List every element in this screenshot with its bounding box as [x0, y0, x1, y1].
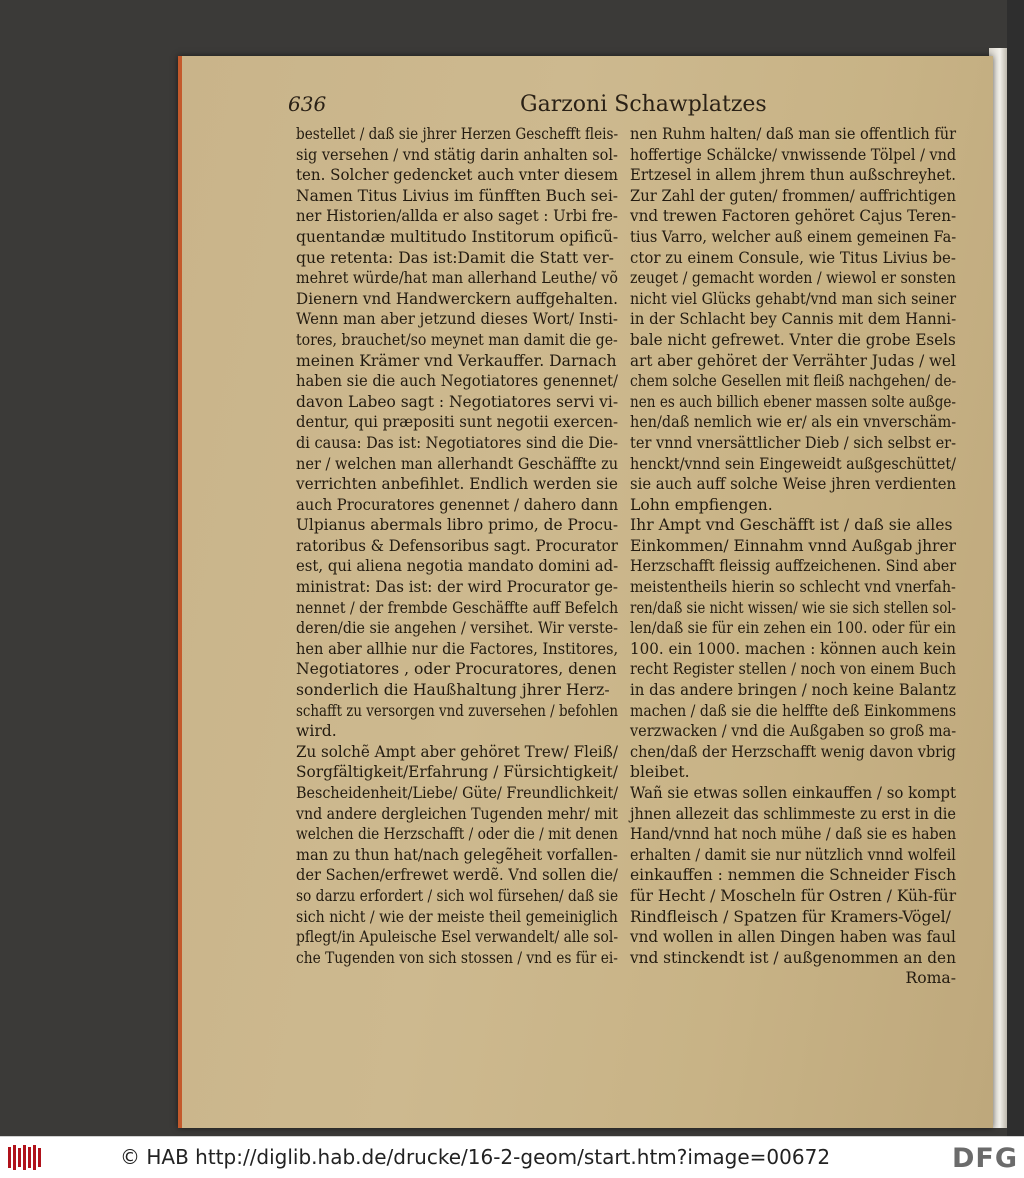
- text-line: Namen Titus Livius im fünfften Buch sei-: [296, 186, 619, 205]
- text-line: verrichten anbefihlet. Endlich werden sie: [296, 475, 618, 494]
- text-line: meinen Krämer vnd Verkauffer. Darnach: [296, 351, 617, 370]
- text-line: que retenta: Das ist:Damit die Statt ver-: [296, 248, 614, 267]
- text-line: tius Varro, welcher auß einem gemeinen Fa-: [630, 227, 957, 246]
- text-line: nen Ruhm halten/ daß man sie offentlich für: [630, 125, 957, 143]
- text-line: sie auch auff solche Weise jhren verdienten: [630, 475, 957, 494]
- running-title: Garzoni Schawplatzes: [520, 92, 767, 117]
- page-red-edge: [178, 56, 182, 1128]
- text-line: nen es auch billich ebener massen solte außge-: [630, 392, 956, 411]
- text-line: bale nicht gefrewet. Vnter die grobe Esels: [630, 330, 956, 349]
- text-line: ratoribus & Defensoribus sagt. Procurator: [296, 536, 618, 555]
- text-line: in der Schlacht bey Cannis mit dem Hanni-: [630, 310, 957, 329]
- text-line: tores, brauchet/so meynet man damit die ge-: [296, 330, 618, 349]
- text-line: Lohn empfiengen.: [630, 495, 773, 514]
- text-line: vnd andere dergleichen Tugenden mehr/ mit: [296, 804, 618, 823]
- text-line: schafft zu versorgen vnd zuversehen / befohlen: [296, 701, 619, 720]
- text-line: art aber gehöret der Verrähter Judas / wel: [630, 351, 956, 370]
- viewer-margin: [1007, 0, 1024, 1136]
- text-line: pflegt/in Apuleische Esel verwandelt/ alle sol-: [296, 928, 619, 947]
- text-line: recht Register stellen / noch von einem Buch: [630, 660, 957, 679]
- text-line: ner / welchen man allerhandt Geschäffte zu: [296, 454, 619, 473]
- text-line: verzwacken / vnd die Außgaben so groß ma-: [630, 722, 957, 741]
- footer-bar: [0, 1136, 1024, 1178]
- text-line: man zu thun hat/nach gelegẽheit vorfallen-: [296, 845, 618, 864]
- page-number: 636: [288, 92, 327, 116]
- text-line: sich nicht / wie der meiste theil gemeiniglich: [296, 907, 618, 926]
- text-line: auch Procuratores genennet / dahero dann: [296, 495, 619, 514]
- text-line: Wenn man aber jetzund dieses Wort/ Insti-: [296, 310, 618, 329]
- text-line: 100. ein 1000. machen : können auch kein: [630, 639, 956, 658]
- text-line: deren/die sie angehen / versihet. Wir verste-: [296, 619, 618, 638]
- text-line: ren/daß sie nicht wissen/ wie sie sich stellen sol-: [630, 598, 957, 617]
- text-line: ter vnnd vnersättlicher Dieb / sich selbst er-: [630, 433, 957, 452]
- text-line: Zu solchẽ Ampt aber gehöret Trew/ Fleiß/: [296, 742, 618, 761]
- text-line: der Sachen/erfrewet werdẽ. Vnd sollen die/: [296, 866, 618, 885]
- text-line: chen/daß der Herzschafft wenig davon vbrig: [630, 742, 956, 761]
- text-line: Hand/vnnd hat noch mühe / daß sie es haben: [630, 825, 957, 844]
- copyright-link[interactable]: © HAB http://diglib.hab.de/drucke/16-2-geom/start.htm?image=00672: [120, 1145, 831, 1169]
- text-line: Zur Zahl der guten/ frommen/ auffrichtigen: [630, 186, 957, 205]
- text-line: nicht viel Glücks gehabt/vnd man sich seiner: [630, 289, 957, 308]
- text-line: vnd stinckendt ist / außgenommen an den: [630, 948, 956, 967]
- text-line: ten. Solcher gedencket auch vnter diesem: [296, 166, 619, 185]
- text-line: bleibet.: [630, 763, 690, 782]
- text-line: Herzschafft fleissig auffzeichenen. Sind aber: [630, 557, 957, 576]
- text-line: hen aber allhie nur die Factores, Institores,: [296, 639, 619, 658]
- text-line: Ulpianus abermals libro primo, de Procu-: [296, 516, 619, 535]
- text-line: hen/daß nemlich wie er/ als ein vnverschäm-: [630, 413, 957, 432]
- text-line: vnd trewen Factoren gehöret Cajus Teren-: [630, 207, 957, 226]
- text-line: dentur, qui præpositi sunt negotii exercen-: [296, 413, 619, 432]
- text-line: Einkommen/ Einnahm vnnd Außgab jhrer: [630, 536, 957, 555]
- text-line: nennet / der frembde Geschäffte auff Befelch: [296, 598, 619, 617]
- text-line: sonderlich die Haußhaltung jhrer Herz-: [296, 681, 610, 700]
- text-line: haben sie die auch Negotiatores genennet/: [296, 372, 618, 391]
- text-line: Ertzesel in allem jhrem thun außschreyhet.: [630, 166, 956, 185]
- catchword: Roma-: [905, 969, 956, 988]
- text-line: Rindfleisch / Spatzen für Kramers-Vögel/: [630, 907, 951, 926]
- text-line: in das andere bringen / noch keine Balantz: [630, 681, 957, 700]
- text-line: hoffertige Schälcke/ vnwissende Tölpel / vnd: [630, 145, 957, 164]
- text-line: ctor zu einem Consule, wie Titus Livius be-: [630, 248, 956, 267]
- text-line: mehret würde/hat man allerhand Leuthe/ võ: [296, 269, 619, 288]
- text-line: chem solche Gesellen mit fleiß nachgehen/ de-: [630, 372, 957, 391]
- text-line: Dienern vnd Handwerckern auffgehalten.: [296, 289, 618, 308]
- text-line: quentandæ multitudo Institorum opificũ-: [296, 227, 619, 246]
- text-line: henckt/vnnd sein Eingeweidt außgeschüttet/: [630, 454, 956, 473]
- text-line: ministrat: Das ist: der wird Procurator ge-: [296, 578, 618, 597]
- text-line: davon Labeo sagt : Negotiatores servi vi-: [296, 392, 619, 411]
- text-line: zeuget / gemacht worden / wiewol er sonsten: [630, 269, 956, 288]
- text-line: sig versehen / vnd stätig darin anhalten sol-: [296, 145, 618, 164]
- text-line: meistentheils hierin so schlecht vnd vnerfah-: [630, 578, 956, 597]
- text-line: welchen die Herzschafft / oder die / mit denen: [296, 825, 618, 844]
- hab-logo-icon: [6, 1143, 46, 1172]
- text-line: für Hecht / Moscheln für Ostren / Küh-für: [630, 886, 957, 905]
- dfg-logo: DFG: [951, 1143, 1018, 1174]
- text-line: Bescheidenheit/Liebe/ Güte/ Freundlichkeit/: [296, 784, 619, 802]
- text-line: len/daß sie für ein zehen ein 100. oder für ein: [630, 619, 956, 638]
- text-line: est, qui aliena negotia mandato domini ad-: [296, 557, 619, 576]
- text-line: che Tugenden von sich stossen / vnd es für ei-: [296, 948, 618, 967]
- text-line: ner Historien/allda er also saget : Urbi fre-: [296, 207, 618, 226]
- text-line: jhnen allezeit das schlimmeste zu erst in die: [630, 804, 956, 823]
- text-line: machen / daß sie die helffte deß Einkommens: [630, 701, 957, 720]
- text-line: Sorgfältigkeit/Erfahrung / Fürsichtigkeit/: [296, 763, 618, 782]
- left-text-column: [296, 124, 618, 968]
- right-text-column: [630, 124, 956, 989]
- text-line: Ihr Ampt vnd Geschäfft ist / daß sie alles: [630, 516, 953, 535]
- text-line: wird.: [296, 722, 337, 741]
- text-line: Negotiatores , oder Procuratores, denen: [296, 660, 617, 679]
- text-line: einkauffen : nemmen die Schneider Fisch: [630, 866, 957, 885]
- text-line: erhalten / damit sie nur nützlich vnnd wolfeil: [630, 845, 956, 864]
- text-line: di causa: Das ist: Negotiatores sind die Die-: [296, 433, 618, 452]
- text-line: so darzu erfordert / sich wol fürsehen/ daß sie: [296, 886, 619, 905]
- text-line: vnd wollen in allen Dingen haben was faul: [630, 928, 956, 947]
- text-line: Wañ sie etwas sollen einkauffen / so kompt: [630, 784, 957, 802]
- text-line: bestellet / daß sie jhrer Herzen Geschefft fleis-: [296, 125, 619, 143]
